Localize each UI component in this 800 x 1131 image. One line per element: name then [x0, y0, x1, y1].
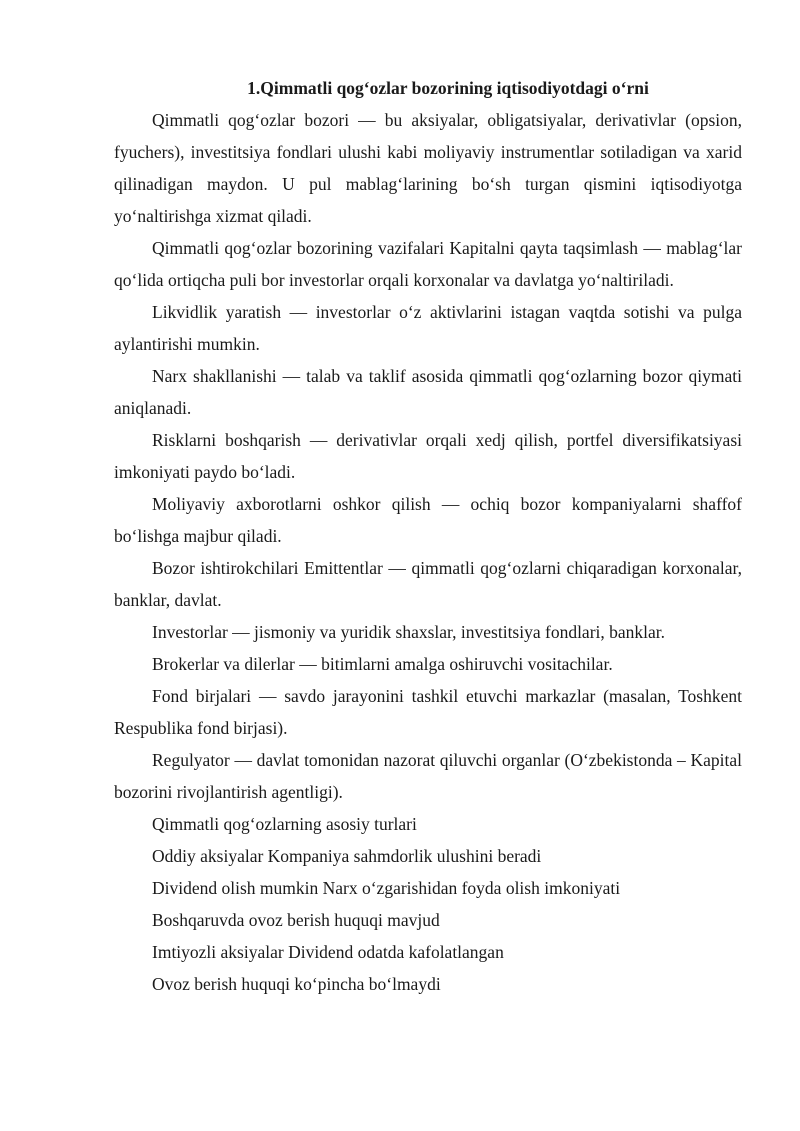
- paragraph-investors: Investorlar — jismoniy va yuridik shaxslar, investitsiya fondlari, banklar.: [152, 622, 666, 642]
- line-security-types: Qimmatli qog‘ozlarning asosiy turlari: [152, 814, 417, 834]
- document-title: 1.Qimmatli qog‘ozlar bozorining iqtisodiyotdagi o‘rni: [247, 78, 649, 98]
- paragraph-definition: Qimmatli qog‘ozlar bozori — bu aksiyalar, obligatsiyalar, derivativlar (opsion, fyuchers), investitsiya fondlari ulushi kabi moliyaviy instrumentlar sotiladigan va xarid qilinadigan maydon. U pul mablag‘larining bo‘sh turgan qismini iqtisodiyotga yo‘naltirishga xizmat qiladi.: [114, 110, 742, 226]
- line-no-voting: Ovoz berish huquqi ko‘pincha bo‘lmaydi: [152, 974, 441, 994]
- paragraph-regulator: Regulyator — davlat tomonidan nazorat qiluvchi organlar (O‘zbekistonda – Kapital bozorini rivojlantirish agentligi).: [114, 750, 742, 802]
- paragraph-exchanges: Fond birjalari — savdo jarayonini tashkil etuvchi markazlar (masalan, Toshkent Respublika fond birjasi).: [114, 686, 742, 738]
- paragraph-pricing: Narx shakllanishi — talab va taklif asosida qimmatli qog‘ozlarning bozor qiymati aniqlanadi.: [114, 366, 742, 418]
- line-preferred-shares: Imtiyozli aksiyalar Dividend odatda kafolatlangan: [152, 942, 504, 962]
- line-voting-rights: Boshqaruvda ovoz berish huquqi mavjud: [152, 910, 440, 930]
- line-common-shares: Oddiy aksiyalar Kompaniya sahmdorlik ulushini beradi: [152, 846, 542, 866]
- paragraph-risk: Risklarni boshqarish — derivativlar orqali xedj qilish, portfel diversifikatsiyasi imkoniyati paydo bo‘ladi.: [114, 430, 742, 482]
- paragraph-issuers: Bozor ishtirokchilari Emittentlar — qimmatli qog‘ozlarni chiqaradigan korxonalar, banklar, davlat.: [114, 558, 742, 610]
- document-body: [114, 72, 742, 1000]
- line-dividend: Dividend olish mumkin Narx o‘zgarishidan foyda olish imkoniyati: [152, 878, 621, 898]
- paragraph-liquidity: Likvidlik yaratish — investorlar o‘z aktivlarini istagan vaqtda sotishi va pulga aylantirishi mumkin.: [114, 302, 742, 354]
- paragraph-brokers: Brokerlar va dilerlar — bitimlarni amalga oshiruvchi vositachilar.: [152, 654, 613, 674]
- paragraph-functions: Qimmatli qog‘ozlar bozorining vazifalari Kapitalni qayta taqsimlash — mablag‘lar qo‘lida ortiqcha puli bor investorlar orqali korxonalar va davlatga yo‘naltiriladi.: [114, 238, 742, 290]
- paragraph-disclosure: Moliyaviy axborotlarni oshkor qilish — ochiq bozor kompaniyalarni shaffof bo‘lishga majbur qiladi.: [114, 494, 742, 546]
